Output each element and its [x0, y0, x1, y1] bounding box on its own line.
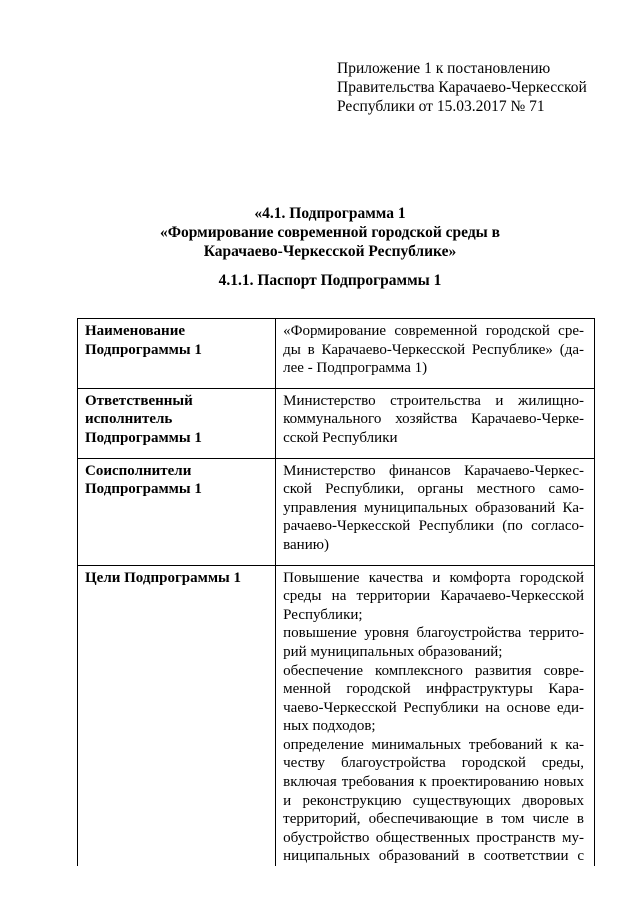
value-line: обеспечение комплексного развития совре- [283, 662, 584, 679]
row-label-name [78, 319, 276, 389]
value-line: и реконструкцию существующих дворовых [283, 792, 584, 809]
passport-table [77, 318, 595, 866]
value-line: менной городской инфраструктуры Кара- [283, 681, 584, 698]
value-line: ных подходов; [283, 718, 376, 735]
value-line: Республики; [283, 606, 363, 623]
value-line: честву благоустройства городской среды, [283, 755, 584, 772]
value-line: сской Республики [283, 429, 398, 446]
table-row [78, 319, 595, 389]
value-line: коммунального хозяйства Карачаево-Черке- [283, 411, 584, 428]
value-line: рий муниципальных образований; [283, 643, 503, 660]
row-value-responsible [276, 388, 595, 458]
appendix-reference [337, 59, 597, 116]
subprogram-title-line-3: Карачаево-Черкесской Республике» [203, 243, 457, 260]
label-line: Подпрограммы 1 [85, 341, 202, 358]
row-label-coexecutors [78, 458, 276, 565]
row-label-responsible [78, 388, 276, 458]
row-value-coexecutors [276, 458, 595, 565]
label-line: Ответственный [85, 392, 193, 409]
appendix-line-2: Правительства Карачаево-Черкесской [337, 79, 587, 96]
value-line: включая требования к проектированию новых [283, 774, 584, 791]
label-line: Цели Подпрограммы 1 [85, 569, 241, 586]
label-line: Подпрограммы 1 [85, 429, 202, 446]
value-line: ниципальных образований в соответствии с [283, 848, 584, 865]
table-row [78, 565, 595, 866]
value-line: рачаево-Черкесской Республики (по согласо- [283, 518, 584, 535]
label-line: Подпрограммы 1 [85, 481, 202, 498]
table-row [78, 388, 595, 458]
passport-heading: 4.1.1. Паспорт Подпрограммы 1 [218, 272, 442, 289]
value-line: «Формирование современной городской сре- [283, 323, 584, 339]
label-line: исполнитель [85, 411, 173, 428]
table-row [78, 458, 595, 565]
value-line: ской Республики, органы местного само- [283, 481, 584, 498]
value-line: Министерство финансов Карачаево-Черкес- [283, 462, 584, 479]
label-line: Соисполнители [85, 462, 192, 479]
value-line: Повышение качества и комфорта городской [283, 569, 584, 586]
value-line: определение минимальных требований к ка- [283, 736, 584, 753]
value-line: Министерство строительства и жилищно- [283, 392, 584, 409]
subprogram-title [60, 204, 600, 261]
row-value-name [276, 319, 595, 389]
value-line: ванию) [283, 536, 329, 553]
value-line: обустройство общественных пространств му- [283, 829, 584, 846]
subprogram-title-line-1: «4.1. Подпрограмма 1 [254, 205, 406, 222]
value-line: повышение уровня благоустройства террито- [283, 625, 584, 642]
row-value-goals [276, 565, 595, 866]
appendix-line-3: Республики от 15.03.2017 № 71 [337, 98, 545, 115]
value-line: управления муниципальных образований Ка- [283, 499, 584, 516]
value-line: лее - Подпрограмма 1) [283, 360, 428, 377]
label-line: Наименование [85, 323, 185, 339]
row-label-goals [78, 565, 276, 866]
value-line: ды в Карачаево-Черкесской Республике» (да- [283, 341, 584, 358]
value-line: территорий, обеспечивающие в том числе в [283, 811, 584, 828]
appendix-line-1: Приложение 1 к постановлению [337, 60, 551, 77]
value-line: чаево-Черкесской Республики на основе еди- [283, 699, 584, 716]
subprogram-title-line-2: «Формирование современной городской среды в [159, 224, 501, 241]
value-line: среды на территории Карачаево-Черкесской [283, 588, 584, 605]
